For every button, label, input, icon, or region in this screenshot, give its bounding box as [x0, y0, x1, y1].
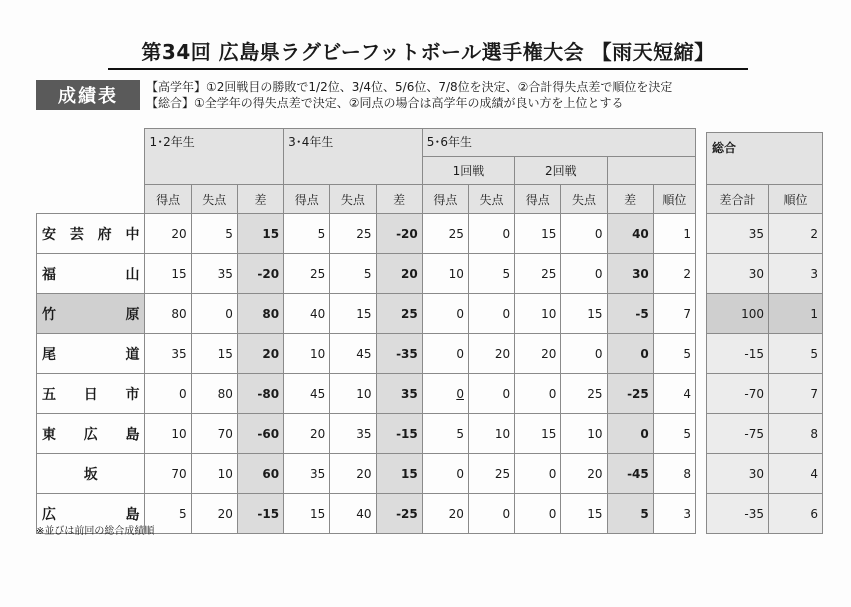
score-cell: 15: [284, 494, 330, 534]
score-cell: [515, 494, 561, 534]
total-diff-cell: 30: [707, 454, 769, 494]
total-diff-cell: 100: [707, 294, 769, 334]
diff-cell: -20: [376, 214, 422, 254]
score-value: 0: [456, 306, 464, 321]
total-rank-cell: 3: [769, 254, 823, 294]
score-cell: 10: [145, 414, 191, 454]
col-scored: 得点: [284, 185, 330, 214]
results-table: [36, 128, 696, 534]
score-value: 5: [502, 266, 511, 281]
total-diff-cell: -15: [707, 334, 769, 374]
table-row: [707, 214, 823, 254]
score-cell: [515, 214, 561, 254]
diff-cell: -60: [237, 414, 283, 454]
score-value: 15: [587, 506, 603, 521]
diff-cell: 40: [607, 214, 653, 254]
diff-cell: 0: [607, 334, 653, 374]
score-value: 15: [587, 306, 603, 321]
results-badge: 成績表: [36, 80, 140, 110]
diff-cell: 35: [376, 374, 422, 414]
col-diff: 差: [607, 185, 653, 214]
score-cell: 20: [145, 214, 191, 254]
score-cell: 25: [330, 214, 376, 254]
diff-cell: -80: [237, 374, 283, 414]
score-cell: 80: [191, 374, 237, 414]
diff-cell: 20: [376, 254, 422, 294]
score-value: 25: [494, 466, 511, 481]
score-value: 20: [448, 506, 464, 521]
score-value: 0: [594, 266, 603, 281]
table-row: [707, 414, 823, 454]
score-cell: [422, 334, 468, 374]
score-cell: 5: [191, 214, 237, 254]
team-name: 東広島: [37, 414, 145, 454]
score-cell: [422, 254, 468, 294]
score-cell: [468, 334, 514, 374]
table-row: [707, 454, 823, 494]
score-value: 5: [456, 426, 464, 441]
diff-cell: 20: [237, 334, 283, 374]
score-cell: 70: [145, 454, 191, 494]
score-cell: 45: [330, 334, 376, 374]
score-value: 0: [548, 386, 557, 401]
col-conceded: 失点: [330, 185, 376, 214]
total-rank-cell: 5: [769, 334, 823, 374]
overall-table: [706, 132, 823, 534]
rank-cell: 5: [653, 334, 695, 374]
score-cell: [468, 414, 514, 454]
score-value: 20: [587, 466, 603, 481]
team-name: 尾道: [37, 334, 145, 374]
diff-cell: 15: [237, 214, 283, 254]
score-cell: [468, 494, 514, 534]
rule-upper-grades: 【高学年】①2回戦目の勝敗で1/2位、3/4位、5/6位、7/8位を決定、②合計得失点差で順位を決定: [146, 80, 673, 94]
score-value: 20: [494, 346, 511, 361]
diff-cell: 60: [237, 454, 283, 494]
diff-cell: -15: [237, 494, 283, 534]
score-cell: 5: [284, 214, 330, 254]
score-cell: [422, 374, 468, 414]
table-row: [37, 254, 696, 294]
team-name: 五日市: [37, 374, 145, 414]
col-scored: 得点: [422, 185, 468, 214]
score-cell: [422, 214, 468, 254]
total-rank-cell: 7: [769, 374, 823, 414]
diff-cell: 80: [237, 294, 283, 334]
score-cell: 10: [284, 334, 330, 374]
grade-34-header: 3･4年生: [284, 129, 423, 185]
score-cell: 45: [284, 374, 330, 414]
score-cell: [422, 454, 468, 494]
table-row: [707, 294, 823, 334]
score-cell: 20: [330, 454, 376, 494]
score-cell: [561, 334, 607, 374]
table-row: [37, 414, 696, 454]
col-diff: 差: [237, 185, 283, 214]
score-cell: [515, 374, 561, 414]
rank-cell: 5: [653, 414, 695, 454]
total-diff-cell: -35: [707, 494, 769, 534]
score-cell: 40: [284, 294, 330, 334]
col-scored: 得点: [515, 185, 561, 214]
table-row: [37, 294, 696, 334]
score-cell: 0: [145, 374, 191, 414]
score-cell: [561, 494, 607, 534]
table-row: [37, 214, 696, 254]
score-value: 0: [502, 506, 511, 521]
score-value: 0: [594, 346, 603, 361]
score-cell: 80: [145, 294, 191, 334]
total-rank-cell: 2: [769, 214, 823, 254]
diff-cell: -15: [376, 414, 422, 454]
grade-56-header: 5･6年生: [422, 129, 695, 157]
score-cell: [468, 374, 514, 414]
footnote: ※並びは前回の総合成績順: [36, 526, 155, 537]
diff-cell: 0: [607, 414, 653, 454]
col-diff: 差: [376, 185, 422, 214]
table-row: [707, 254, 823, 294]
score-cell: 20: [284, 414, 330, 454]
total-rank-cell: 8: [769, 414, 823, 454]
diff-cell: 15: [376, 454, 422, 494]
diff-cell: 30: [607, 254, 653, 294]
col-rank: 順位: [653, 185, 695, 214]
table-row: [707, 334, 823, 374]
total-rank-cell: 6: [769, 494, 823, 534]
score-cell: [515, 334, 561, 374]
col-conceded: 失点: [468, 185, 514, 214]
score-cell: [422, 294, 468, 334]
diff-cell: -5: [607, 294, 653, 334]
score-value: 0: [456, 466, 464, 481]
score-cell: [468, 294, 514, 334]
score-cell: 15: [330, 294, 376, 334]
diff-cell: -35: [376, 334, 422, 374]
total-rank-cell: 1: [769, 294, 823, 334]
diff-cell: -45: [607, 454, 653, 494]
score-value: 25: [587, 386, 603, 401]
score-value: 20: [541, 346, 557, 361]
score-value: 0: [594, 226, 603, 241]
diff-cell: -25: [376, 494, 422, 534]
score-value: 15: [541, 426, 557, 441]
score-value: 10: [448, 266, 464, 281]
score-cell: [515, 294, 561, 334]
team-name: 坂: [37, 454, 145, 494]
diff-cell: 5: [607, 494, 653, 534]
table-row: [37, 334, 696, 374]
score-cell: [561, 414, 607, 454]
score-value: 15: [541, 226, 557, 241]
round-2-header: 2回戦: [515, 157, 607, 185]
score-cell: 0: [191, 294, 237, 334]
total-diff-cell: 35: [707, 214, 769, 254]
table-row: [707, 494, 823, 534]
total-rank-cell: 4: [769, 454, 823, 494]
score-value: 0: [502, 226, 511, 241]
score-value: 0: [456, 346, 464, 361]
col-diff-total: 差合計: [707, 185, 769, 214]
col-conceded: 失点: [191, 185, 237, 214]
diff-cell: -20: [237, 254, 283, 294]
rank-cell: 3: [653, 494, 695, 534]
score-value: 10: [494, 426, 511, 441]
diff-cell: 25: [376, 294, 422, 334]
rank-cell: 4: [653, 374, 695, 414]
table-row: [37, 374, 696, 414]
score-value: 10: [587, 426, 603, 441]
team-name: 安芸府中: [37, 214, 145, 254]
score-cell: [561, 254, 607, 294]
score-cell: [561, 294, 607, 334]
score-cell: [561, 454, 607, 494]
score-value: 10: [541, 306, 557, 321]
score-cell: [422, 494, 468, 534]
score-cell: 70: [191, 414, 237, 454]
page-title: 第34回 広島県ラグビーフットボール選手権大会 【雨天短縮】: [108, 36, 748, 70]
score-cell: [468, 454, 514, 494]
diff-cell: -25: [607, 374, 653, 414]
team-name: 福山: [37, 254, 145, 294]
score-cell: [468, 214, 514, 254]
col-overall-rank: 順位: [769, 185, 823, 214]
col-conceded: 失点: [561, 185, 607, 214]
score-cell: 5: [145, 494, 191, 534]
score-value: 0: [548, 506, 557, 521]
score-cell: 10: [330, 374, 376, 414]
score-cell: [515, 454, 561, 494]
score-cell: [515, 254, 561, 294]
score-value: 25: [448, 226, 464, 241]
score-value: 0: [502, 306, 511, 321]
score-cell: [515, 414, 561, 454]
score-cell: 15: [145, 254, 191, 294]
score-cell: 35: [145, 334, 191, 374]
team-name: 広島: [37, 494, 145, 534]
score-value: 25: [541, 266, 557, 281]
rule-overall: 【総合】①全学年の得失点差で決定、②同点の場合は高学年の成績が良い方を上位とする: [146, 96, 624, 110]
score-cell: 25: [284, 254, 330, 294]
total-diff-cell: -75: [707, 414, 769, 454]
total-diff-cell: -70: [707, 374, 769, 414]
score-cell: [561, 214, 607, 254]
score-cell: [561, 374, 607, 414]
table-row: [707, 374, 823, 414]
score-cell: 20: [191, 494, 237, 534]
grade-12-header: 1･2年生: [145, 129, 284, 185]
score-value: 0: [502, 386, 511, 401]
rank-cell: 7: [653, 294, 695, 334]
score-value: 0: [548, 466, 557, 481]
table-row: [37, 454, 696, 494]
score-value: 0: [456, 386, 464, 401]
rank-cell: 8: [653, 454, 695, 494]
score-cell: 15: [191, 334, 237, 374]
score-cell: 40: [330, 494, 376, 534]
rank-cell: 1: [653, 214, 695, 254]
score-cell: [468, 254, 514, 294]
score-cell: 35: [191, 254, 237, 294]
score-cell: 35: [330, 414, 376, 454]
rank-cell: 2: [653, 254, 695, 294]
score-cell: 5: [330, 254, 376, 294]
overall-header: 総合: [707, 133, 823, 185]
score-cell: 10: [191, 454, 237, 494]
col-scored: 得点: [145, 185, 191, 214]
score-cell: [422, 414, 468, 454]
total-diff-cell: 30: [707, 254, 769, 294]
round-1-header: 1回戦: [422, 157, 514, 185]
score-cell: 35: [284, 454, 330, 494]
team-name: 竹原: [37, 294, 145, 334]
